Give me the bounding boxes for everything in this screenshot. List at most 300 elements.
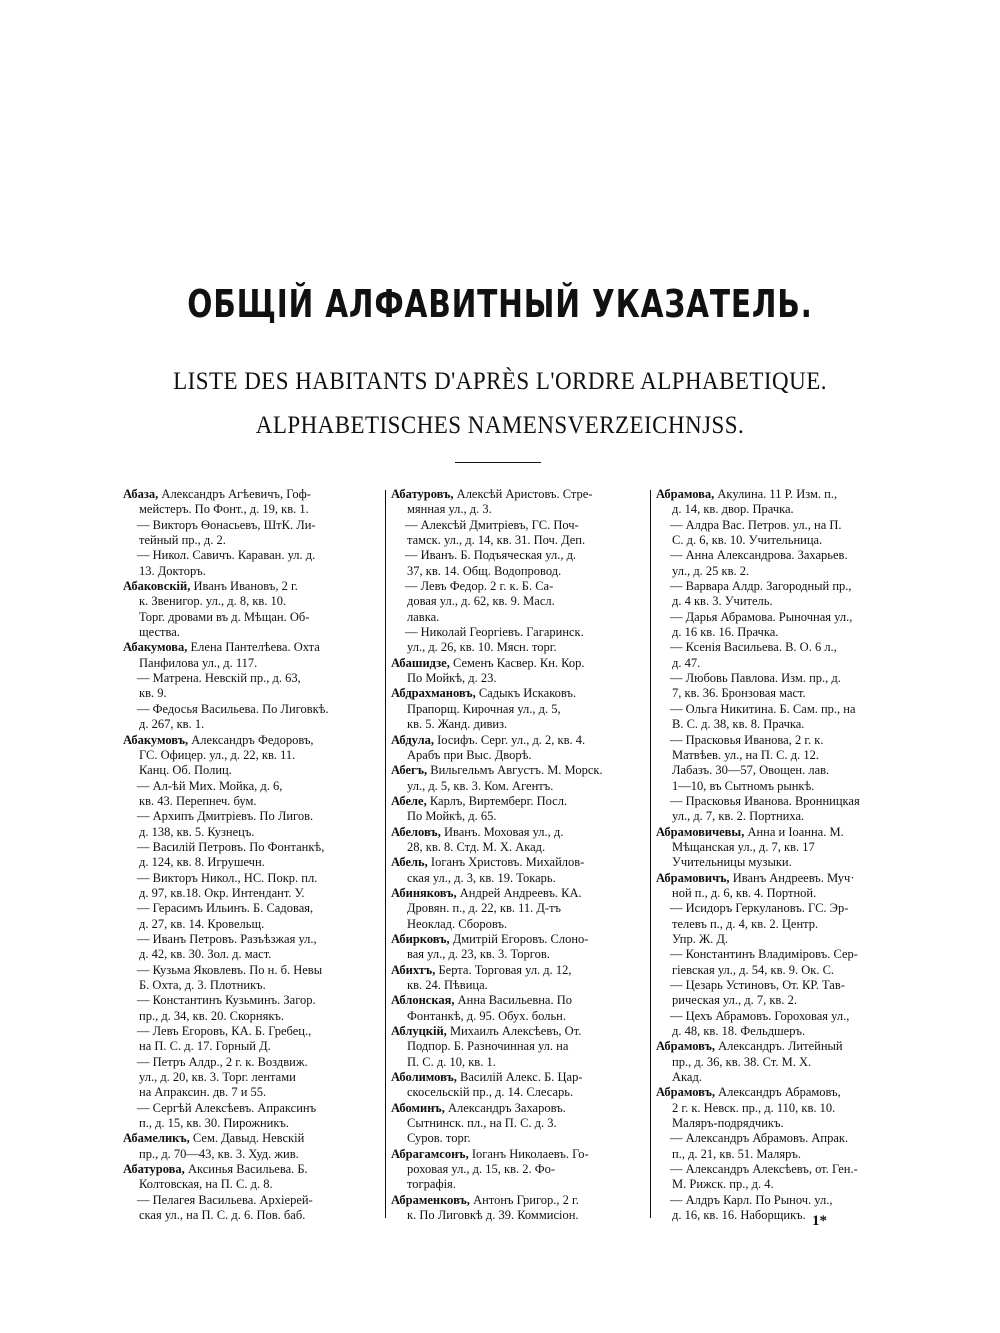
- entry-line: [656, 1055, 918, 1070]
- entry-line: [123, 794, 385, 809]
- entry-line: [391, 1085, 653, 1100]
- entry-surname: Аблуцкій,: [391, 1024, 447, 1039]
- index-entry: [391, 993, 653, 1024]
- entry-line: [656, 993, 918, 1008]
- entry-line: [656, 932, 918, 947]
- entry-text: Мѣщанская ул., д. 7, кв. 17: [672, 839, 815, 854]
- page-signature-mark: 1*: [812, 1213, 827, 1229]
- entry-text: д. 16 кв. 16. Прачка.: [672, 625, 779, 640]
- entry-line: [656, 594, 918, 609]
- entry-text: Суров. торг.: [407, 1131, 471, 1146]
- entry-text: рическая ул., д. 7, кв. 2.: [672, 993, 797, 1008]
- entry-line: [123, 594, 385, 609]
- entry-text: Іосифъ. Серг. ул., д. 2, кв. 4.: [437, 732, 586, 747]
- index-entry: [656, 1131, 918, 1162]
- entry-text: — Герасимъ Ильинъ. Б. Садовая,: [137, 901, 314, 916]
- entry-line: [123, 579, 385, 594]
- entry-line: [656, 1085, 918, 1100]
- entry-line: [656, 1101, 918, 1116]
- entry-text: п., д. 15, кв. 30. Пирожникъ.: [139, 1116, 289, 1131]
- entry-text: ул., д. 5, кв. 3. Ком. Агентъ.: [407, 778, 554, 793]
- entry-text: — Иванъ. Б. Подъяческая ул., д.: [405, 548, 577, 563]
- entry-text: щества.: [139, 625, 180, 640]
- entry-text: Садыкъ Искаковъ.: [478, 686, 577, 701]
- index-entry: [391, 1070, 653, 1101]
- entry-line: [656, 1177, 918, 1192]
- entry-line: [391, 548, 653, 563]
- index-entry: [656, 579, 918, 610]
- entry-surname: Абакумова,: [123, 640, 188, 655]
- entry-line: [656, 1024, 918, 1039]
- index-entry: [391, 825, 653, 856]
- entry-surname: Абдрахмановъ,: [391, 686, 476, 701]
- entry-text: Подпор. Б. Разночинная ул. на: [407, 1039, 569, 1054]
- entry-line: [123, 610, 385, 625]
- entry-surname: Абиняковъ,: [391, 885, 457, 900]
- entry-surname: Аболимовъ,: [391, 1070, 457, 1085]
- entry-line: [391, 564, 653, 579]
- entry-text: — Алексѣй Дмитріевъ, ГС. Поч-: [405, 517, 579, 532]
- subtitle-german: ALPHABETISCHES NAMENSVERZEICHNJSS.: [255, 412, 745, 439]
- entry-text: — Кузьма Яковлевъ. По н. б. Невы: [137, 962, 323, 977]
- entry-text: Елена Пантелѣева. Охта: [190, 640, 320, 655]
- entry-text: Упр. Ж. Д.: [672, 931, 729, 946]
- entry-line: [656, 1009, 918, 1024]
- index-entry: [123, 579, 385, 640]
- entry-line: [123, 901, 385, 916]
- entry-text: Иванъ Ивановъ, 2 г.: [193, 579, 298, 594]
- entry-text: Антонъ Григор., 2 г.: [473, 1192, 579, 1207]
- index-entry: [656, 610, 918, 641]
- entry-text: кв. 5. Жанд. дивиз.: [407, 717, 508, 732]
- entry-text: ская ул., д. 3, кв. 19. Токарь.: [407, 870, 556, 885]
- entry-text: Александръ Агѣевичъ, Гоф-: [161, 487, 311, 501]
- entry-surname: Абраменковъ,: [391, 1192, 470, 1207]
- entry-line: [656, 579, 918, 594]
- index-entry: [391, 518, 653, 549]
- entry-text: Арабъ при Выс. Дворѣ.: [407, 747, 532, 762]
- entry-surname: Абашидзе,: [391, 655, 450, 670]
- entry-surname: Абрамова,: [656, 487, 715, 501]
- entry-text: — Николай Георгіевъ. Гагаринск.: [405, 625, 584, 640]
- entry-line: [391, 901, 653, 916]
- index-entry: [656, 825, 918, 871]
- entry-line: [123, 640, 385, 655]
- entry-line: [123, 487, 385, 502]
- entry-line: [123, 917, 385, 932]
- entry-surname: Абрагамсонъ,: [391, 1146, 469, 1161]
- entry-line: [656, 656, 918, 671]
- index-entry: [123, 487, 385, 518]
- entry-text: Михаилъ Алексѣевъ, От.: [449, 1024, 582, 1039]
- entry-line: [656, 825, 918, 840]
- entry-text: пр., д. 36, кв. 38. Ст. М. Х.: [672, 1054, 812, 1069]
- entry-line: [123, 886, 385, 901]
- entry-text: По Мойкѣ, д. 23.: [407, 671, 497, 686]
- entry-surname: Абель,: [391, 855, 428, 870]
- entry-surname: Аблонская,: [391, 993, 455, 1008]
- entry-line: [391, 978, 653, 993]
- entry-line: [123, 748, 385, 763]
- entry-text: 13. Докторъ.: [139, 563, 206, 578]
- index-entry: [656, 1085, 918, 1131]
- entry-surname: Абирковъ,: [391, 931, 450, 946]
- entry-surname: Абрамовъ,: [656, 1039, 715, 1054]
- entry-surname: Абакумовъ,: [123, 732, 189, 747]
- entry-text: Александръ. Литейный: [718, 1039, 843, 1054]
- entry-line: [656, 901, 918, 916]
- entry-line: [391, 640, 653, 655]
- entry-text: на Апраксин. дв. 7 и 55.: [139, 1085, 267, 1100]
- index-entry: [391, 487, 653, 518]
- index-entry: [391, 855, 653, 886]
- index-entry: [123, 840, 385, 871]
- entry-text: Прапорщ. Кирочная ул., д. 5,: [407, 701, 561, 716]
- index-entry: [656, 947, 918, 978]
- entry-text: ул., д. 26, кв. 10. Мясн. торг.: [407, 640, 557, 655]
- entry-text: Иванъ. Моховая ул., д.: [443, 824, 564, 839]
- entry-text: — Прасковья Иванова. Вронницкая: [670, 793, 860, 808]
- entry-text: ГС. Офицер. ул., д. 22, кв. 11.: [139, 747, 296, 762]
- entry-line: [123, 656, 385, 671]
- entry-text: М. Рижск. пр., д. 4.: [672, 1177, 774, 1192]
- entry-line: [391, 1101, 653, 1116]
- entry-line: [391, 1208, 653, 1223]
- entry-text: — Цезарь Устиновъ, От. КР. Тав-: [670, 978, 845, 992]
- entry-text: ул., д. 25 кв. 2.: [672, 563, 750, 578]
- entry-text: Вильгельмъ Августъ. М. Морск.: [430, 763, 603, 778]
- entry-line: [656, 1070, 918, 1085]
- entry-text: мянная ул., д. 3.: [407, 502, 492, 517]
- entry-text: Лабазъ. 30—57, Овощен. лав.: [672, 763, 830, 778]
- entry-text: Анна Васильевна. По: [457, 993, 572, 1008]
- entry-line: [123, 733, 385, 748]
- entry-line: [123, 625, 385, 640]
- entry-text: — Исидоръ Геркулановъ. ГС. Эр-: [670, 901, 849, 916]
- entry-text: кв. 9.: [139, 686, 167, 701]
- entry-text: 28, кв. 8. Стд. М. Х. Акад.: [407, 839, 546, 854]
- entry-line: [391, 779, 653, 794]
- index-entry: [391, 656, 653, 687]
- index-entry: [656, 1162, 918, 1193]
- entry-line: [391, 748, 653, 763]
- index-entry: [656, 640, 918, 671]
- entry-text: — Викторъ Ѳонасьевъ, ШтК. Ли-: [137, 517, 316, 532]
- entry-text: д. 27, кв. 14. Кровельщ.: [139, 916, 265, 931]
- entry-text: довая ул., д. 62, кв. 9. Масл.: [407, 594, 555, 609]
- entry-text: — Василій Петровъ. По Фонтанкѣ,: [137, 839, 325, 854]
- index-column-2: [391, 487, 653, 1224]
- entry-text: Колтовская, на П. С. д. 8.: [139, 1177, 273, 1192]
- entry-line: [391, 686, 653, 701]
- entry-surname: Абегъ,: [391, 763, 428, 778]
- entry-surname: Абаковскій,: [123, 579, 191, 594]
- entry-text: ной п., д. 6, кв. 4. Портной.: [672, 885, 817, 900]
- index-column-3: [656, 487, 918, 1224]
- index-entry: [123, 993, 385, 1024]
- entry-text: д. 47.: [672, 655, 701, 670]
- entry-text: — Варвара Алдр. Загородный пр.,: [670, 579, 852, 594]
- entry-line: [391, 1055, 653, 1070]
- entry-text: мейстеръ. По Фонт., д. 19, кв. 1.: [139, 502, 309, 517]
- entry-text: скосельскій пр., д. 14. Слесарь.: [407, 1085, 574, 1100]
- entry-text: — Иванъ Петровъ. Разъѣзжая ул.,: [137, 931, 317, 946]
- entry-text: Іоганъ Христовъ. Михайлов-: [430, 855, 585, 870]
- entry-surname: Абрамовичевы,: [656, 824, 745, 839]
- entry-text: д. 267, кв. 1.: [139, 717, 205, 732]
- entry-text: д. 16, кв. 16. Наборщикъ.: [672, 1208, 806, 1223]
- entry-text: 1—10, въ Сытномъ рынкѣ.: [672, 778, 815, 793]
- entry-line: [391, 1131, 653, 1146]
- entry-line: [656, 917, 918, 932]
- index-entry: [391, 1193, 653, 1224]
- entry-text: Торг. дровами въ д. Мѣщан. Об-: [139, 609, 310, 624]
- entry-line: [656, 686, 918, 701]
- entry-text: Семенъ Касвер. Кн. Кор.: [452, 655, 585, 670]
- index-entry: [123, 1055, 385, 1101]
- entry-text: — Ксенія Васильева. В. О. 6 л.,: [670, 640, 837, 655]
- entry-line: [123, 671, 385, 686]
- index-entry: [391, 625, 653, 656]
- entry-line: [123, 947, 385, 962]
- entry-text: — Ал-ѣй Мих. Мойка, д. 6,: [137, 778, 283, 793]
- entry-text: — Александръ Абрамовъ. Апрак.: [670, 1131, 849, 1146]
- index-column-1: [123, 487, 385, 1224]
- entry-line: [391, 932, 653, 947]
- entry-line: [123, 548, 385, 563]
- entry-text: Алексѣй Аристовъ. Стре-: [456, 487, 593, 501]
- index-entry: [123, 1101, 385, 1132]
- entry-line: [391, 579, 653, 594]
- entry-line: [123, 932, 385, 947]
- entry-line: [656, 794, 918, 809]
- entry-line: [391, 993, 653, 1008]
- entry-line: [391, 1193, 653, 1208]
- entry-line: [656, 779, 918, 794]
- entry-line: [123, 993, 385, 1008]
- entry-line: [123, 1024, 385, 1039]
- entry-text: роховая ул., д. 15, кв. 2. Фо-: [407, 1162, 556, 1177]
- entry-text: Карлъ, Виртемберг. Посл.: [429, 793, 568, 808]
- entry-line: [123, 533, 385, 548]
- index-entry: [123, 1024, 385, 1055]
- entry-text: Аксинья Васильева. Б.: [187, 1162, 308, 1177]
- entry-text: к. По Лиговкѣ д. 39. Коммисіон.: [407, 1208, 579, 1223]
- entry-text: 37, кв. 14. Общ. Водопровод.: [407, 563, 562, 578]
- index-entry: [391, 1024, 653, 1070]
- entry-text: на П. С. д. 17. Горный Д.: [139, 1039, 271, 1054]
- index-entry: [391, 579, 653, 625]
- entry-line: [391, 518, 653, 533]
- entry-text: д. 48, кв. 18. Фельдшеръ.: [672, 1024, 806, 1039]
- entry-line: [391, 963, 653, 978]
- entry-text: тейный пр., д. 2.: [139, 533, 226, 548]
- entry-text: кв. 43. Перепнеч. бум.: [139, 793, 257, 808]
- index-entry: [656, 487, 918, 518]
- entry-text: Андрей Андреевъ. КА.: [459, 885, 582, 900]
- entry-line: [123, 1055, 385, 1070]
- entry-line: [123, 809, 385, 824]
- entry-text: Матвѣев. ул., на П. С. д. 12.: [672, 747, 819, 762]
- entry-text: П. С. д. 10, кв. 1.: [407, 1054, 496, 1069]
- entry-line: [656, 1193, 918, 1208]
- entry-line: [656, 763, 918, 778]
- entry-text: — Прасковья Иванова, 2 г. к.: [670, 732, 824, 747]
- entry-line: [123, 1070, 385, 1085]
- entry-line: [656, 809, 918, 824]
- entry-text: д. 42, кв. 30. Зол. д. маст.: [139, 947, 272, 962]
- entry-line: [391, 502, 653, 517]
- entry-text: тамск. ул., д. 14, кв. 31. Поч. Деп.: [407, 533, 586, 548]
- index-entry: [391, 1101, 653, 1147]
- index-entry: [391, 1147, 653, 1193]
- index-entry: [656, 1009, 918, 1040]
- entry-line: [391, 717, 653, 732]
- entry-line: [123, 963, 385, 978]
- entry-text: — Алдръ Карл. По Рыноч. ул.,: [670, 1192, 833, 1207]
- index-entry: [656, 702, 918, 733]
- entry-text: пр., д. 70—43, кв. 3. Худ. жив.: [139, 1146, 299, 1161]
- entry-line: [656, 733, 918, 748]
- entry-text: кв. 24. Пѣвица.: [407, 978, 488, 992]
- entry-line: [656, 518, 918, 533]
- entry-line: [123, 763, 385, 778]
- index-entry: [123, 702, 385, 733]
- entry-text: — Левъ Федор. 2 г. к. Б. Са-: [405, 579, 554, 594]
- index-entry: [123, 901, 385, 932]
- entry-line: [656, 748, 918, 763]
- entry-text: Василій Алекс. Б. Цар-: [460, 1070, 583, 1085]
- index-entry: [123, 548, 385, 579]
- entry-line: [656, 487, 918, 502]
- entry-text: По Мойкѣ, д. 65.: [407, 809, 497, 824]
- entry-text: Берта. Торговая ул. д. 12,: [438, 962, 572, 977]
- entry-text: — Архипъ Дмитріевъ. По Лигов.: [137, 809, 314, 824]
- index-entry: [391, 686, 653, 732]
- entry-text: д. 4 кв. 3. Учитель.: [672, 594, 773, 609]
- entry-surname: Абеле,: [391, 793, 427, 808]
- entry-text: — Цехъ Абрамовъ. Гороховая ул.,: [670, 1008, 850, 1023]
- entry-line: [391, 1177, 653, 1192]
- entry-text: ская ул., на П. С. д. 6. Пов. баб.: [139, 1208, 306, 1223]
- entry-text: Александръ Абрамовъ,: [718, 1085, 841, 1100]
- entry-line: [123, 1009, 385, 1024]
- entry-line: [123, 1101, 385, 1116]
- entry-line: [656, 717, 918, 732]
- index-entry: [391, 733, 653, 764]
- entry-text: — Любовь Павлова. Изм. пр., д.: [670, 671, 841, 686]
- entry-line: [391, 825, 653, 840]
- entry-line: [391, 702, 653, 717]
- index-entry: [123, 963, 385, 994]
- entry-text: — Пелагея Васильева. Архіерей-: [137, 1192, 313, 1207]
- entry-line: [391, 809, 653, 824]
- entry-surname: Абрамовъ,: [656, 1085, 715, 1100]
- index-entry: [656, 1039, 918, 1085]
- entry-text: — Левъ Егоровъ, КА. Б. Гребец.,: [137, 1024, 312, 1039]
- entry-line: [123, 1193, 385, 1208]
- entry-text: ул., д. 20, кв. 3. Торг. лентами: [139, 1070, 296, 1085]
- entry-text: Канц. Об. Полиц.: [139, 763, 232, 778]
- entry-text: — Константинъ Кузьминъ. Загор.: [137, 993, 316, 1008]
- entry-line: [391, 533, 653, 548]
- entry-line: [123, 978, 385, 993]
- column-rule-1: [385, 490, 386, 1218]
- entry-line: [391, 794, 653, 809]
- index-entry: [123, 809, 385, 840]
- index-entry: [123, 779, 385, 810]
- entry-text: — Федосья Васильева. По Лиговкѣ.: [137, 701, 329, 716]
- index-entry: [656, 671, 918, 702]
- index-entry: [656, 518, 918, 549]
- entry-line: [391, 487, 653, 502]
- entry-text: Сем. Давыд. Невскій: [192, 1131, 305, 1146]
- index-entry: [123, 932, 385, 963]
- entry-text: д. 124, кв. 8. Игрушечн.: [139, 855, 265, 870]
- entry-line: [656, 1162, 918, 1177]
- entry-line: [391, 1024, 653, 1039]
- entry-text: телевъ п., д. 4, кв. 2. Центр.: [672, 916, 819, 931]
- entry-line: [656, 855, 918, 870]
- entry-line: [656, 640, 918, 655]
- index-entry: [656, 1193, 918, 1224]
- entry-line: [391, 625, 653, 640]
- index-entry: [391, 763, 653, 794]
- index-entry: [123, 671, 385, 702]
- entry-text: д. 14, кв. двор. Прачка.: [672, 502, 794, 517]
- title-divider: [455, 462, 541, 463]
- entry-text: п., д. 21, кв. 51. Маляръ.: [672, 1146, 801, 1161]
- entry-text: — Петръ Алдр., 2 г. к. Воздвиж.: [137, 1054, 308, 1069]
- index-entry: [656, 794, 918, 825]
- entry-text: Дровян. п., д. 22, кв. 11. Д-тъ: [407, 901, 562, 916]
- entry-line: [656, 548, 918, 563]
- entry-line: [656, 702, 918, 717]
- entry-text: гіевская ул., д. 54, кв. 9. Ок. С.: [672, 962, 835, 977]
- entry-text: Панфилова ул., д. 117.: [139, 655, 258, 670]
- entry-text: — Константинъ Владиміровъ. Сер-: [670, 947, 858, 962]
- entry-text: Акулина. 11 Р. Изм. п.,: [717, 487, 838, 501]
- entry-line: [123, 1039, 385, 1054]
- entry-text: Акад.: [672, 1070, 702, 1085]
- entry-line: [123, 702, 385, 717]
- entry-line: [123, 1208, 385, 1223]
- entry-surname: Абрамовичъ,: [656, 870, 730, 885]
- entry-line: [656, 671, 918, 686]
- entry-text: В. С. д. 38, кв. 8. Прачка.: [672, 717, 805, 732]
- entry-line: [656, 502, 918, 517]
- entry-line: [656, 564, 918, 579]
- entry-surname: Абдула,: [391, 732, 434, 747]
- entry-line: [391, 733, 653, 748]
- entry-line: [391, 610, 653, 625]
- entry-text: — Дарья Абрамова. Рыночная ул.,: [670, 609, 853, 624]
- entry-line: [656, 871, 918, 886]
- entry-line: [656, 625, 918, 640]
- entry-line: [391, 886, 653, 901]
- entry-text: — Никол. Савичъ. Караван. ул. д.: [137, 548, 316, 563]
- entry-line: [391, 1009, 653, 1024]
- index-entry: [391, 963, 653, 994]
- entry-line: [656, 886, 918, 901]
- entry-line: [391, 840, 653, 855]
- entry-line: [123, 1085, 385, 1100]
- entry-line: [123, 1147, 385, 1162]
- entry-text: С. д. 6, кв. 10. Учительница.: [672, 533, 823, 548]
- index-entry: [656, 548, 918, 579]
- entry-text: Иванъ Андреевъ. Муч·: [732, 870, 855, 885]
- entry-line: [123, 1131, 385, 1146]
